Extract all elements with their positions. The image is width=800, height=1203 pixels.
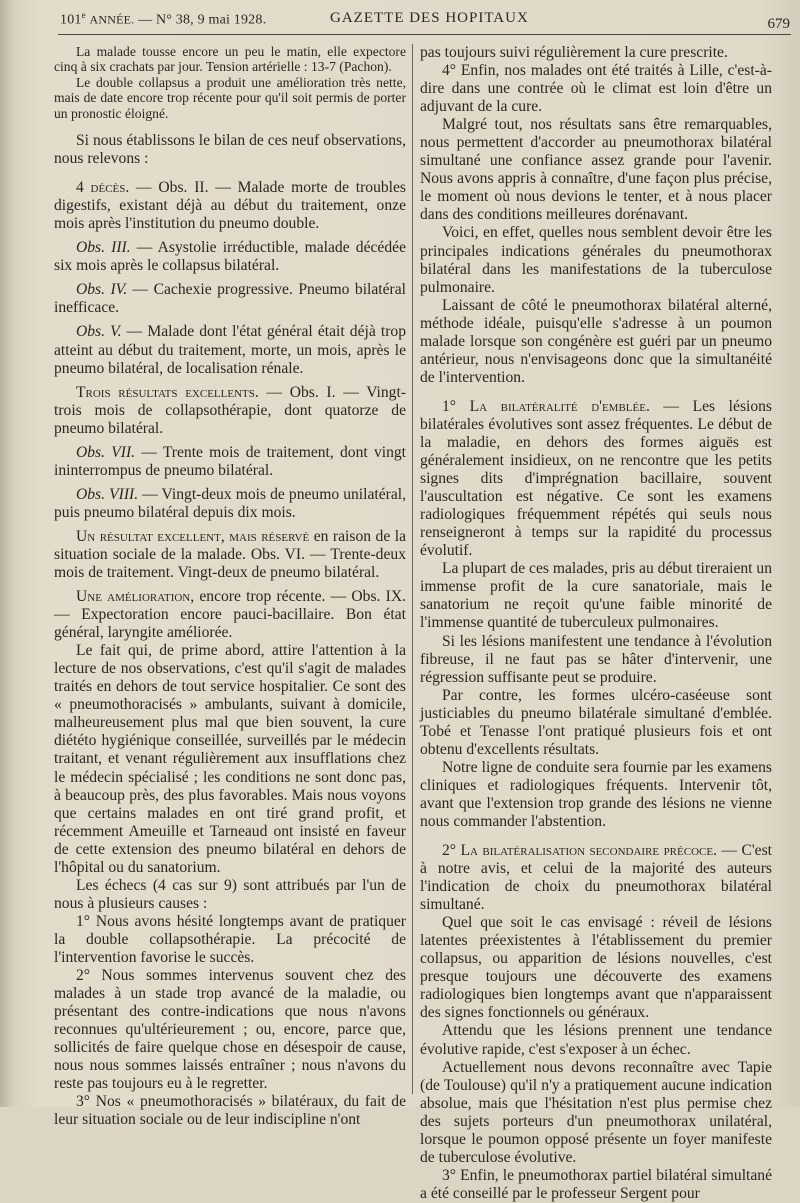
paragraph-lead: Obs. III. (76, 239, 131, 257)
header-rule (58, 34, 791, 35)
paragraph (420, 759, 772, 831)
paragraph (54, 132, 406, 168)
paragraph (420, 687, 772, 759)
journal-title: GAZETTE DES HOPITAUX (330, 10, 529, 26)
paragraph (420, 914, 772, 1022)
paragraph-lead: Un résultat excellent, mais réservé (76, 527, 310, 545)
paragraph (54, 444, 406, 480)
paragraph-text: La plupart de ces malades, pris au début tireraient un immense profit de la cure sanatoriale, mais le sanatorium ne reçoit qu'une faible minorité de l'immense quantité de tuberculeux pulmonaires. (420, 560, 772, 632)
paragraph-text: — C'est à notre avis, et celui de la majorité des auteurs l'indication de choix du pneumothorax bilatéral simultané. (420, 842, 772, 914)
paragraph-text: 4° Enfin, nos malades ont été traités à Lille, c'est-à-dire dans une contrée où le climat est loin d'être un adjuvant de la cure. (420, 62, 772, 116)
paragraph (420, 297, 772, 387)
paragraph (54, 281, 406, 317)
paragraph-text: pas toujours suivi régulièrement la cure prescrite. (420, 44, 728, 61)
paragraph-text: — Asystolie irréductible, malade décédée six mois après le collapsus bilatéral. (54, 239, 406, 275)
paragraph-text: 3° Nos « pneumothoracisés » bilatéraux, du fait de leur situation sociale ou de leur indiscipline n'ont (54, 1093, 406, 1129)
paragraph (420, 1167, 772, 1203)
paragraph-text: Notre ligne de conduite sera fournie par les examens cliniques et radiologiques fréquents. Intervenir tôt, avant que l'extension trop grande des lésions ne vienne nous commander l'abstention. (420, 758, 772, 830)
paragraph-text: — Malade dont l'état général était déjà trop atteint au début du traitement, morte, un mois, après le pneumo bilatéral, de localisation rénale. (54, 323, 406, 377)
paragraph (420, 1059, 772, 1167)
paragraph-text: encore trop récente. — Obs. IX. — Expectoration encore pauci-bacillaire. Bon état général, laryngite améliorée. (54, 588, 407, 642)
paragraph (420, 224, 772, 296)
paragraph (420, 633, 772, 687)
paragraph (420, 560, 772, 632)
issue-number-date: — N° 38, 9 mai 1928. (138, 12, 267, 28)
paragraph (420, 44, 772, 62)
paragraph-lead: 4 décès. (76, 179, 130, 197)
paragraph (54, 528, 406, 582)
paragraph-lead: Trois résultats excellents. (76, 383, 259, 401)
issue-year-suffix: e (81, 10, 86, 20)
paragraph-text: Par contre, les formes ulcéro-caséeuse sont justiciables du pneumo bilatérale simultané d'emblée. Tobé et Tenasse l'ont pratiqué plusieurs fois et ont obtenu d'excellents résultats. (420, 686, 772, 758)
column-divider (412, 44, 413, 1094)
paragraph-text: Le double collapsus a produit une amélioration très nette, mais de date encore trop récente pour qu'il soit permis de porter un pronostic éloigné. (54, 74, 406, 121)
paragraph-lead: Obs. IV. (76, 281, 128, 299)
paragraph (420, 842, 772, 914)
paragraph (420, 62, 772, 116)
issue-year-number: 101 (60, 12, 82, 28)
left-column (54, 44, 407, 1129)
paragraph (54, 179, 406, 233)
page-header (60, 6, 790, 32)
paragraph (54, 75, 406, 121)
paragraph-text: 3° Enfin, le pneumothorax partiel bilatéral simultané a été conseillé par le professeur Sergent pour (420, 1166, 772, 1202)
right-column (420, 44, 773, 1202)
paragraph-lead: Obs. VIII. (76, 485, 139, 503)
paragraph-text: Actuellement nous devons reconnaître avec Tapie (de Toulouse) qu'il n'y a pratiquement aucune indication absolue, mais que l'hésitation n'est plus permise chez des sujets porteurs d'un pneumothorax unilatéral, lorsque le poumon opposé présente un foyer manifeste de tuberculose évolutive. (420, 1058, 772, 1166)
paragraph-lead: Obs. V. (76, 323, 122, 341)
paragraph (420, 116, 772, 224)
paragraph-text: Voici, en effet, quelles nous semblent devoir être les principales indications générales du pneumothorax bilatéral dans les manifestations de la tuberculose pulmonaire. (420, 224, 772, 296)
paragraph-text: Malgré tout, nos résultats sans être remarquables, nous permettent d'accorder au pneumothorax bilatéral simultané une confiance assez grande pour l'avenir. Nous avons appris à connaître, d'une façon plus précise, le moment où nous devions le tenter, et à nous placer dans des conditions meilleures dorénavant. (420, 116, 772, 224)
paragraph-text: La malade tousse encore un peu le matin, elle expectore cinq à six crachats par jour. Tension artérielle : 13-7 (Pachon). (54, 44, 406, 75)
paragraph-text: Attendu que les lésions prennent une tendance évolutive rapide, c'est s'exposer à un échec. (420, 1022, 772, 1058)
paragraph-text: Le fait qui, de prime abord, attire l'attention à la lecture de nos observations, c'est qu'il s'agit de malades traités en dehors de tout service hospitalier. Ce sont des « pneumothoracisés » ambulants, suivant à domicile, malheureusement plus mal que bien souvent, la cure diététo hygiénique conseillée, surveillés par le médecin traitant, et venant régulièrement aux insufflations chez le médecin spécialisé ; les conditions ne sont donc pas, à beaucoup près, des plus favorables. Mais nous voyons que certains malades en ont tiré grand profit, et récemment Ameuille et Tarneaud ont insisté en faveur de cette extension des pneumo bilatéral en dehors de l'hôpital ou du sanatorium. (54, 642, 406, 876)
paragraph-text: — Vingt-deux mois de pneumo unilatéral, puis pneumo bilatéral depuis dix mois. (54, 485, 406, 521)
paragraph (54, 588, 406, 642)
paragraph (54, 44, 406, 75)
paragraph-lead: Obs. VII. (76, 443, 136, 461)
paragraph-text: 1° Nous avons hésité longtemps avant de pratiquer la double collapsothérapie. La précocité de l'intervention favorise le succès. (54, 912, 406, 966)
paragraph-text: Quel que soit le cas envisagé : réveil de lésions latentes préexistentes à l'établissement du premier collapsus, ou apparition de lésions nouvelles, c'est presque toujours une découverte des examens radiologiques bien longtemps avant que n'apparaissent des signes fonctionnels ou généraux. (420, 914, 772, 1022)
paragraph-lead: 2° La bilatéralisation secondaire précoce. (442, 842, 717, 860)
paragraph-text: en raison de la situation sociale de la malade. Obs. VI. — Trente-deux mois de traitement. Vingt-deux de pneumo bilatéral. (54, 527, 406, 582)
paragraph (54, 1093, 406, 1129)
paragraph (54, 642, 406, 877)
page-number: 679 (767, 16, 790, 32)
paragraph-text: — Trente mois de traitement, dont vingt ininterrompus de pneumo bilatéral. (54, 443, 406, 479)
paragraph (54, 967, 406, 1093)
paragraph-text: Les échecs (4 cas sur 9) sont attribués par l'un de nous à plusieurs causes : (54, 876, 406, 912)
paragraph-lead: 1° La bilatéralité d'emblée. (442, 397, 650, 415)
paragraph (54, 239, 406, 275)
paragraph (420, 398, 772, 560)
paragraph-text: — Les lésions bilatérales évolutives sont assez fréquentes. Le début de la maladie, en dehors des formes aiguës est généralement insidieux, on ne rencontre que les petits signes dits d'imprégnation bacillaire, souvent l'auscultation est négative. Ce sont les examens radiologiques fréquemment répétés qui seuls nous renseigneront à temps sur la rapidité du processus évolutif. (420, 397, 773, 560)
paragraph-lead: Une amélioration, (76, 588, 195, 606)
paragraph (54, 913, 406, 967)
paragraph (54, 486, 406, 522)
paragraph-text: — Cachexie progressive. Pneumo bilatéral inefficace. (54, 281, 406, 317)
paragraph-text: — Obs. I. — Vingt-trois mois de collapsothérapie, dont quatorze de pneumo bilatéral. (54, 383, 406, 437)
issue-line (60, 10, 266, 29)
paragraph-text: Si nous établissons le bilan de ces neuf observations, nous relevons : (54, 132, 406, 168)
paragraph (54, 323, 406, 377)
paragraph (54, 877, 406, 913)
issue-year-label: ANNÉE. (89, 12, 135, 27)
paragraph-text: Laissant de côté le pneumothorax bilatéral alterné, méthode idéale, puisqu'elle s'adresse à un poumon malade lorsque son congénère est guéri par un pneumo antérieur, nous n'envisageons donc que la simultanéité de l'intervention. (420, 296, 772, 386)
paragraph-text: Si les lésions manifestent une tendance à l'évolution fibreuse, il ne faut pas se hâter d'intervenir, une régression suffisante peut se produire. (420, 632, 772, 686)
paragraph-text: 2° Nous sommes intervenus souvent chez des malades à un stade trop avancé de la maladie, ou présentant des contre-indications que nous n'avons reconnues qu'ultérieurement ; ou, encore, parce que, sollicités de faire quelque chose en désespoir de cause, nous nous sommes laissés entraîner ; nous n'avons du reste pas toujours eu à le regretter. (54, 967, 406, 1093)
paragraph (54, 384, 406, 438)
paragraph-text: — Obs. II. — Malade morte de troubles digestifs, existant déjà au début du traitement, onze mois après l'institution du pneumo double. (54, 179, 406, 233)
paragraph (420, 1022, 772, 1058)
